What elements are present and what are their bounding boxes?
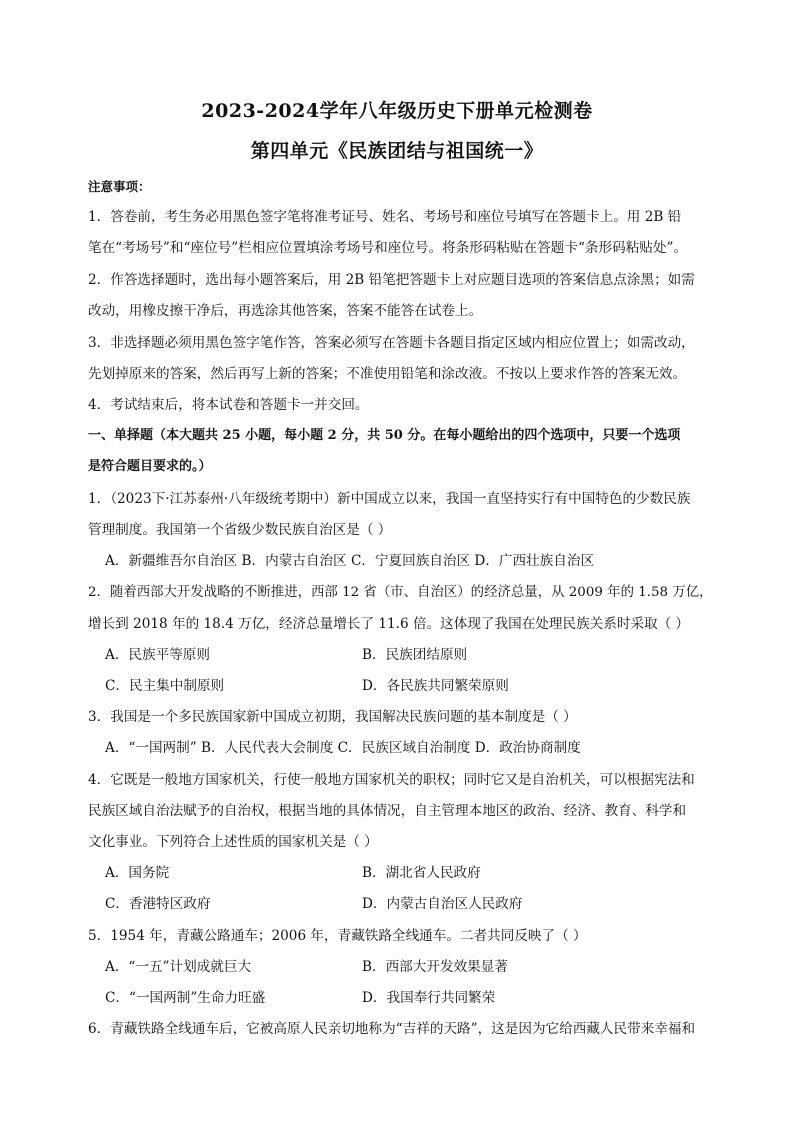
question-5-option-c: C．“一国两制”生命力旺盛 <box>105 990 266 1006</box>
notes-heading: 注意事项： <box>88 179 151 194</box>
question-1-line-1: 1．（2023下·江苏泰州·八年级统考期中）新中国成立以来，我国一直坚持实行有中国特色的少数民族 <box>88 491 691 507</box>
question-4-line-3: 文化事业。下列符合上述性质的国家机关是（ ） <box>88 834 378 850</box>
note-3a: 3．非选择题必须用黑色签字笔作答，答案必须写在答题卡各题目指定区域内相应位置上；如需改动， <box>88 335 695 351</box>
section-heading: 一、单择题（本大题共 25 小题，每小题 2 分，共 50 分。在每小题给出的四个选项中，只要一个选项 <box>88 428 681 443</box>
unit-title: 第四单元《民族团结与祖国统一》 <box>250 140 544 162</box>
note-4: 4．考试结束后，将本试卷和答题卡一并交回。 <box>88 397 369 413</box>
question-2-option-a: A．民族平等原则 <box>105 647 210 663</box>
question-1-line-2: 管理制度。我国第一个省级少数民族自治区是（ ） <box>88 522 392 538</box>
section-heading-2: 是符合题目要求的。） <box>88 459 212 474</box>
note-2a: 2．作答选择题时，选出每小题答案后，用 2B 铅笔把答题卡上对应题目选项的答案信息点涂黑；如需 <box>88 272 695 288</box>
question-2-option-c: C．民主集中制原则 <box>105 678 225 694</box>
question-4-option-a: A．国务院 <box>105 865 170 881</box>
question-2-line-1: 2．随着西部大开发战略的不断推进，西部 12 省（市、自治区）的经济总量，从 2009 年的 1.58 万亿， <box>88 585 713 600</box>
note-1a: 1．答卷前，考生务必用黑色签字笔将准考证号、姓名、考场号和座位号填写在答题卡上。用 2B 铅 <box>88 209 682 225</box>
question-3-line-1: 3．我国是一个多民族国家新中国成立初期，我国解决民族问题的基本制度是（ ） <box>88 709 577 725</box>
question-4-option-d: D．内蒙古自治区人民政府 <box>362 896 523 912</box>
question-5-option-d: D．我国奉行共同繁荣 <box>362 990 496 1006</box>
question-4-line-2: 民族区域自治法赋予的自治权，根据当地的具体情况，自主管理本地区的政治、经济、教育、科学和 <box>88 803 687 819</box>
question-5-line-1: 5．1954 年，青藏公路通车；2006 年，青藏铁路全线通车。二者共同反映了（ ） <box>88 928 587 944</box>
question-4-option-c: C．香港特区政府 <box>105 896 211 912</box>
question-3-options: A．“一国两制” B．人民代表大会制度 C．民族区域自治制度 D．政治协商制度 <box>105 740 581 756</box>
question-5-option-a: A．“一五”计划成就巨大 <box>105 959 252 975</box>
exam-title: 2023-2024学年八年级历史下册单元检测卷 <box>201 100 593 122</box>
note-3b: 先划掉原来的答案，然后再写上新的答案；不准使用铅笔和涂改液。不按以上要求作答的答案无效。 <box>88 366 687 382</box>
question-6-line-1: 6．青藏铁路全线通车后，它被高原人民亲切地称为“吉祥的天路”，这是因为它给西藏人民带来幸福和 <box>88 1021 696 1037</box>
question-2-option-d: D．各民族共同繁荣原则 <box>362 678 509 694</box>
note-1b: 笔在“考场号”和“座位号”栏相应位置填涂考场号和座位号。将条形码粘贴在答题卡“条形码粘贴处”。 <box>88 240 688 256</box>
question-1-options: A．新疆维吾尔自治区 B．内蒙古自治区 C．宁夏回族自治区 D．广西壮族自治区 <box>105 553 595 569</box>
question-4-line-1: 4．它既是一般地方国家机关，行使一般地方国家机关的职权；同时它又是自治机关，可以根据宪法和 <box>88 772 695 788</box>
question-4-option-b: B．湖北省人民政府 <box>362 865 481 881</box>
note-2b: 改动，用橡皮擦干净后，再选涂其他答案，答案不能答在试卷上。 <box>88 303 483 319</box>
question-5-option-b: B．西部大开发效果显著 <box>362 959 508 975</box>
question-2-line-2: 增长到 2018 年的 18.4 万亿，经济总量增长了 11.6 倍。这体现了我国在处理民族关系时采取（ ） <box>88 616 690 632</box>
question-2-option-b: B．民族团结原则 <box>362 647 468 663</box>
